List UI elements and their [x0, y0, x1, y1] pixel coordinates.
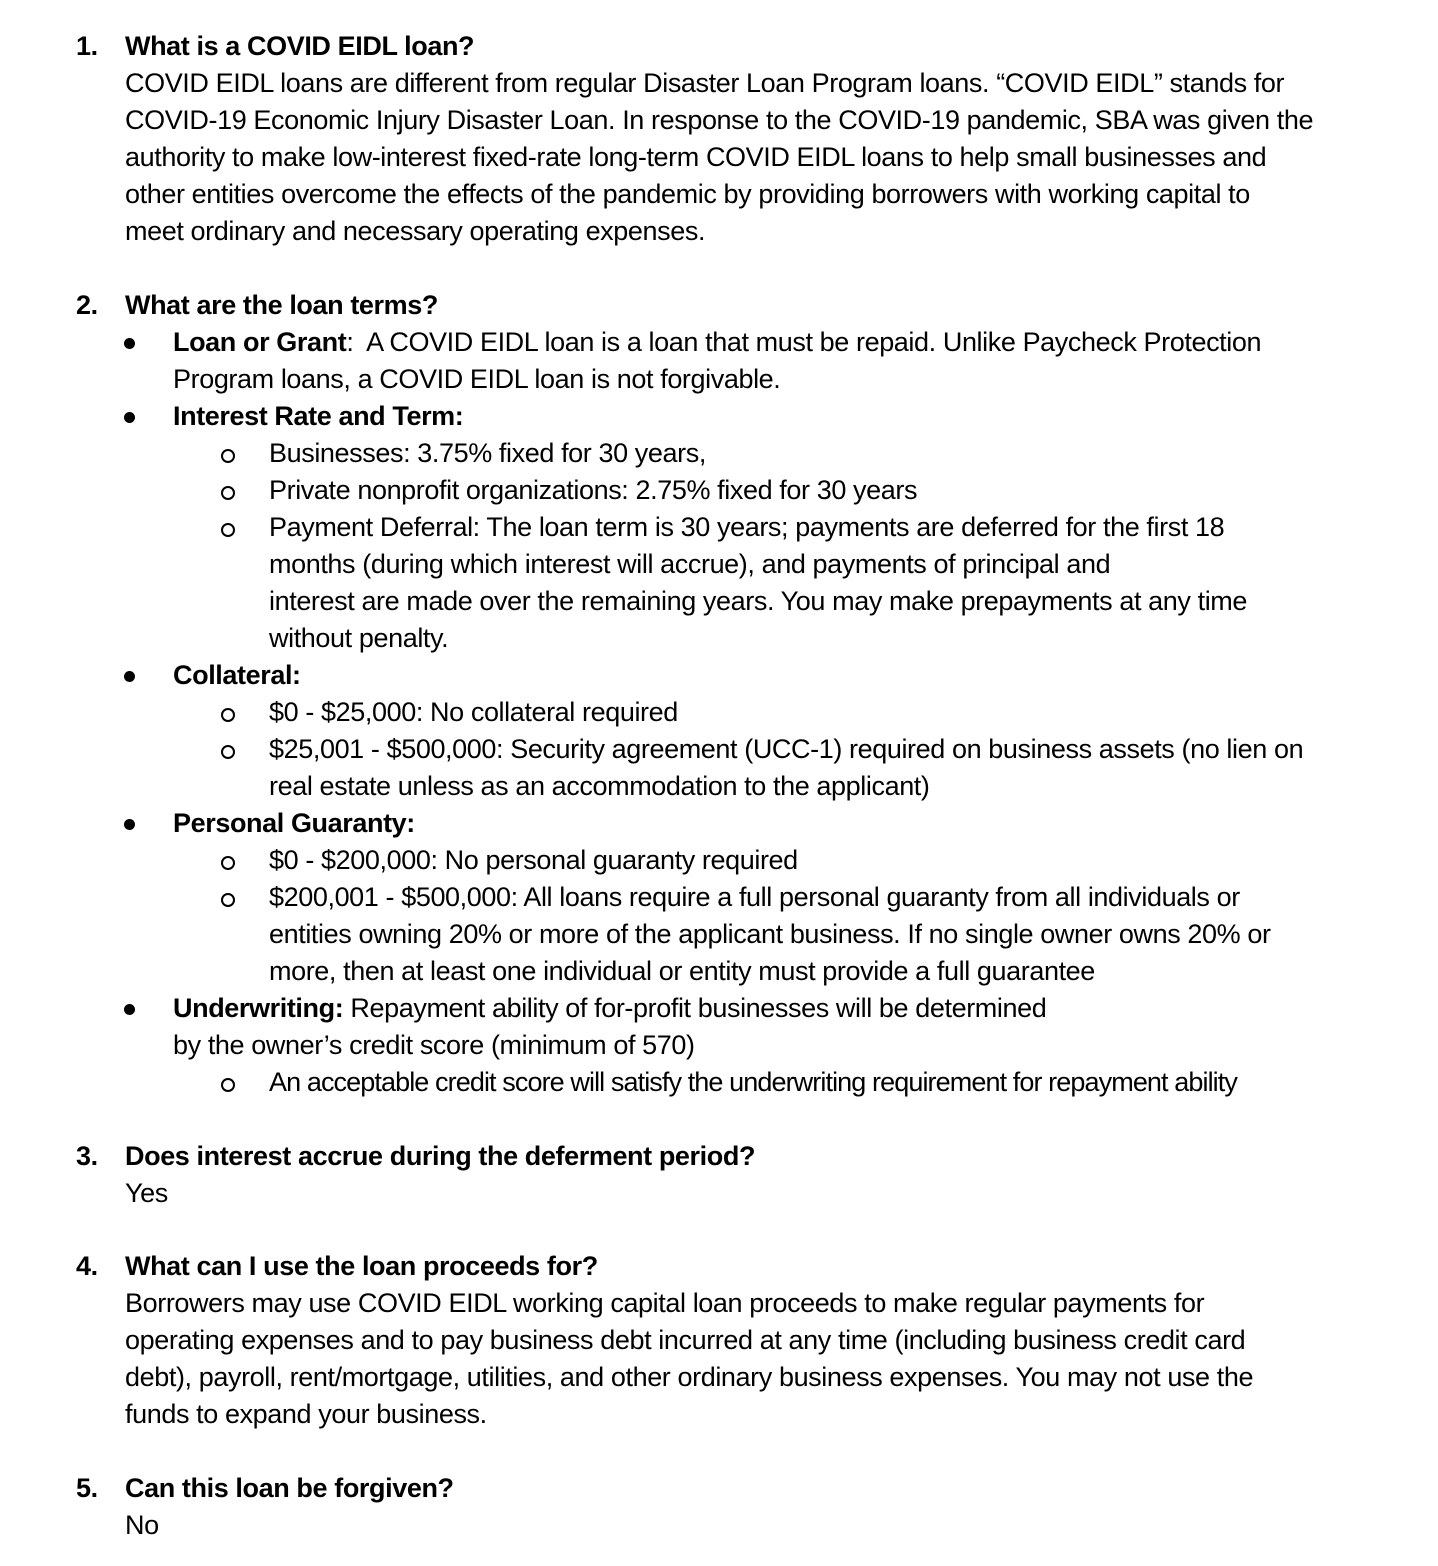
item-number: 3. [76, 1141, 98, 1171]
question-title: What are the loan terms? [125, 290, 438, 320]
sub-bullet-text: interest are made over the remaining years. You may make prepayments at any time [269, 586, 1248, 616]
sub-bullet-text: An acceptable credit score will satisfy the underwriting requirement for repayment ability [269, 1067, 1237, 1097]
bullet-icon [124, 671, 135, 682]
sub-bullet-icon [221, 856, 235, 870]
answer-line: meet ordinary and necessary operating expenses. [125, 216, 706, 246]
bullet-icon [124, 412, 135, 423]
question-title: Can this loan be forgiven? [125, 1473, 454, 1503]
answer-line: other entities overcome the effects of the pandemic by providing borrowers with working capital to [125, 179, 1250, 209]
bullet-icon [124, 338, 135, 349]
sub-bullet-text: $200,001 - $500,000: All loans require a full personal guaranty from all individuals or [269, 882, 1240, 912]
item-number: 5. [76, 1473, 98, 1503]
question-title: What is a COVID EIDL loan? [125, 31, 475, 61]
sub-bullet-text: $25,001 - $500,000: Security agreement (UCC-1) required on business assets (no lien on [269, 734, 1304, 764]
answer-line: No [125, 1510, 159, 1540]
sub-bullet-text: Businesses: 3.75% fixed for 30 years, [269, 438, 706, 468]
sub-bullet-text: entities owning 20% or more of the applicant business. If no single owner owns 20% or [269, 919, 1271, 949]
sub-bullet-text: without penalty. [269, 623, 449, 653]
sub-bullet-icon [221, 523, 235, 537]
answer-line: COVID-19 Economic Injury Disaster Loan. In response to the COVID-19 pandemic, SBA was given the [125, 105, 1314, 135]
answer-line: Yes [125, 1178, 168, 1208]
bullet-separator: : [346, 327, 354, 357]
sub-bullet-text: $0 - $200,000: No personal guaranty required [269, 845, 798, 875]
bullet-text: Repayment ability of for-profit businesses will be determined [343, 993, 1047, 1023]
bullet-icon [124, 1004, 135, 1015]
question-title: Does interest accrue during the deferment period? [125, 1141, 756, 1171]
bullet-text: A COVID EIDL loan is a loan that must be repaid. Unlike Paycheck Protection [353, 327, 1262, 357]
answer-line: authority to make low-interest fixed-rate long-term COVID EIDL loans to help small businesses and [125, 142, 1267, 172]
sub-bullet-text: more, then at least one individual or entity must provide a full guarantee [269, 956, 1095, 986]
bullet-text: by the owner’s credit score (minimum of 570) [173, 1030, 695, 1060]
answer-line: funds to expand your business. [125, 1399, 487, 1429]
sub-bullet-text: Payment Deferral: The loan term is 30 years; payments are deferred for the first 18 [269, 512, 1225, 542]
sub-bullet-text: months (during which interest will accrue), and payments of principal and [269, 549, 1111, 579]
bullet-icon [124, 819, 135, 830]
question-title: What can I use the loan proceeds for? [125, 1251, 598, 1281]
item-number: 1. [76, 31, 98, 61]
bullet-label: Personal Guaranty: [173, 808, 415, 838]
bullet-item-underwriting [173, 990, 1046, 1027]
sub-bullet-icon [221, 745, 235, 759]
item-number: 2. [76, 290, 98, 320]
bullet-label: Loan or Grant [173, 327, 347, 357]
sub-bullet-text: Private nonprofit organizations: 2.75% fixed for 30 years [269, 475, 918, 505]
sub-bullet-text: real estate unless as an accommodation to the applicant) [269, 771, 930, 801]
answer-line: debt), payroll, rent/mortgage, utilities, and other ordinary business expenses. You may not use the [125, 1362, 1254, 1392]
sub-bullet-icon [221, 449, 235, 463]
answer-line: Borrowers may use COVID EIDL working capital loan proceeds to make regular payments for [125, 1288, 1205, 1318]
bullet-label: Collateral: [173, 660, 301, 690]
answer-line: COVID EIDL loans are different from regular Disaster Loan Program loans. “COVID EIDL” stands for [125, 68, 1285, 98]
sub-bullet-text: $0 - $25,000: No collateral required [269, 697, 678, 727]
bullet-label: Underwriting: [173, 993, 344, 1023]
answer-line: operating expenses and to pay business debt incurred at any time (including business credit card [125, 1325, 1246, 1355]
sub-bullet-icon [221, 1078, 235, 1092]
sub-bullet-icon [221, 486, 235, 500]
sub-bullet-icon [221, 893, 235, 907]
bullet-item-loan-or-grant [173, 324, 1261, 361]
bullet-label: Interest Rate and Term: [173, 401, 464, 431]
item-number: 4. [76, 1251, 98, 1281]
bullet-text: Program loans, a COVID EIDL loan is not forgivable. [173, 364, 781, 394]
sub-bullet-icon [221, 708, 235, 722]
